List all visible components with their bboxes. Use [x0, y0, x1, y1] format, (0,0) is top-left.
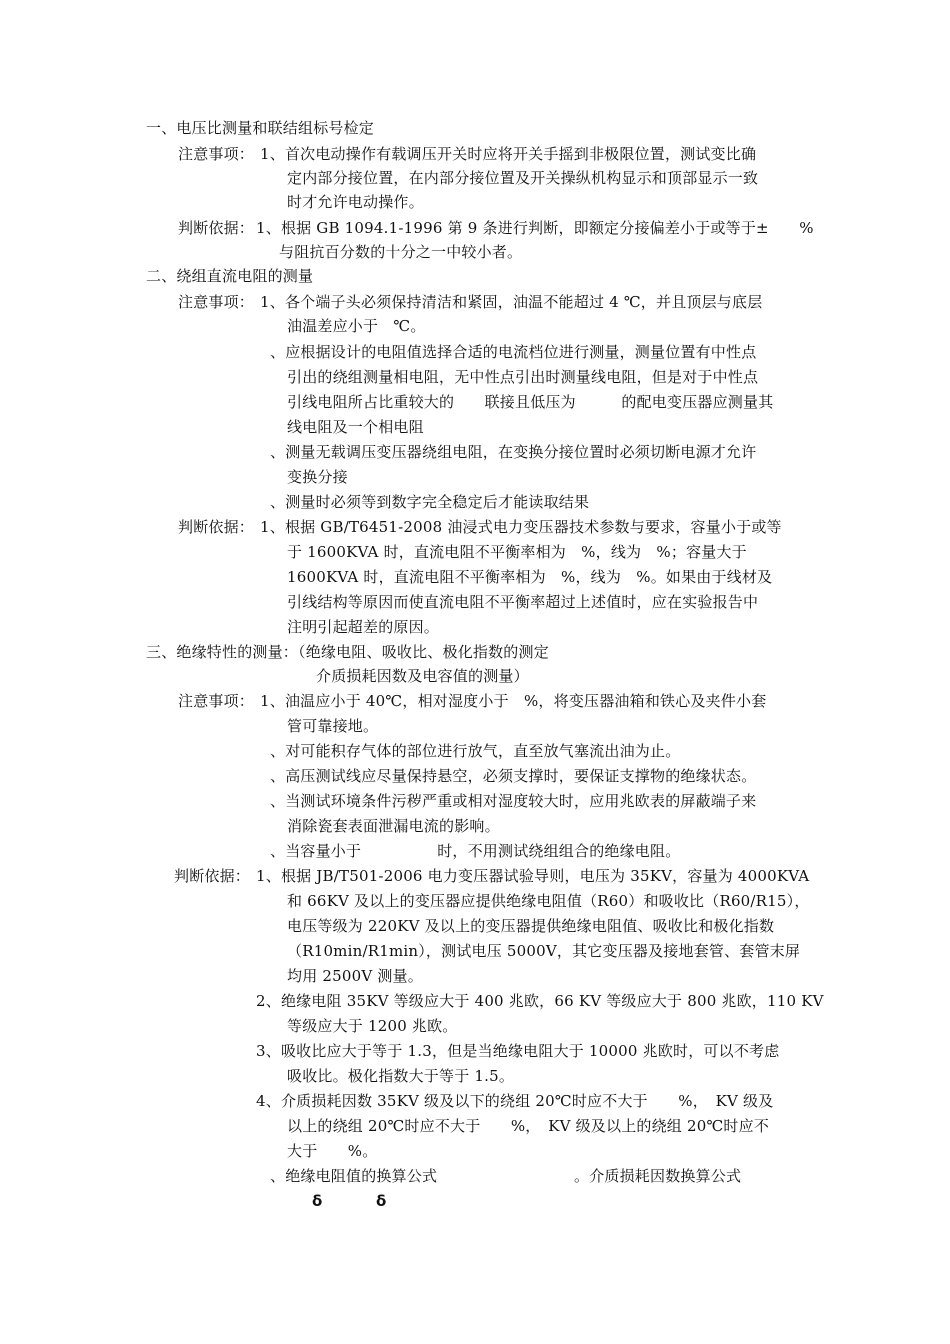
s3-note5-line1: 、当容量小于 时，不用测试绕组组合的绝缘电阻。 — [270, 842, 681, 860]
s3-judge5-line1: 、绝缘电阻值的换算公式 。介质损耗因数换算公式 — [270, 1167, 742, 1185]
delta-symbol-1: δ — [312, 1192, 323, 1210]
s2-note3-line1: 、测量无载调压变压器绕组电阻，在变换分接位置时必须切断电源才允许 — [270, 443, 757, 461]
s2-note3-line2: 变换分接 — [287, 468, 348, 486]
s3-judge1-line5: 均用 2500V 测量。 — [287, 967, 423, 985]
s3-judge2-line1: 2、绝缘电阻 35KV 等级应大于 400 兆欧，66 KV 等级应大于 800 兆欧，110 KV — [256, 992, 824, 1010]
s2-judge1-line4: 引线结构等原因而使直流电阻不平衡率超过上述值时，应在实验报告中 — [287, 593, 759, 611]
s1-judge1-line2: 与阻抗百分数的十分之一中较小者。 — [279, 243, 523, 261]
s2-note2-line2: 引出的绕组测量相电阻，无中性点引出时测量线电阻，但是对于中性点 — [287, 368, 759, 386]
s2-judge1-line2: 于 1600KVA 时，直流电阻不平衡率相为 %，线为 %；容量大于 — [287, 543, 747, 561]
s2-judge1-line1: 1、根据 GB/T6451-2008 油浸式电力变压器技术参数与要求，容量小于或等 — [260, 518, 782, 536]
s3-note1-line2: 管可靠接地。 — [287, 717, 379, 735]
section-3-title-line2: 介质损耗因数及电容值的测量） — [316, 667, 529, 685]
s2-note2-line3: 引线电阻所占比重较大的 联接且低压为 的配电变压器应测量其 — [287, 393, 774, 411]
s2-note1-line1: 1、各个端子头必须保持清洁和紧固，油温不能超过 4 ℃，并且顶层与底层 — [260, 293, 763, 311]
delta-symbol-2: δ — [376, 1192, 387, 1210]
s3-judge4-line2: 以上的绕组 20℃时应不大于 %， KV 级及以上的绕组 20℃时应不 — [287, 1117, 770, 1135]
s3-judge4-line3: 大于 %。 — [287, 1142, 378, 1160]
s2-note1-line2: 油温差应小于 ℃。 — [287, 317, 426, 335]
s3-judge-label: 判断依据： — [174, 867, 251, 885]
s1-note1-line1: 1、首次电动操作有载调压开关时应将开关手摇到非极限位置，测试变比确 — [260, 145, 757, 163]
s3-judge3-line2: 吸收比。极化指数大于等于 1.5。 — [287, 1067, 515, 1085]
s1-note1-line3: 时才允许电动操作。 — [287, 193, 424, 211]
s1-judge-label: 判断依据： — [178, 219, 255, 237]
s2-judge1-line5: 注明引起超差的原因。 — [287, 618, 440, 636]
s3-judge1-line4: （R10min/R1min），测试电压 5000V，其它变压器及接地套管、套管末屏 — [287, 942, 801, 960]
s2-note4-line1: 、测量时必须等到数字完全稳定后才能读取结果 — [270, 493, 590, 511]
section-1-title: 一、电压比测量和联结组标号检定 — [146, 119, 375, 137]
s3-judge1-line3: 电压等级为 220KV 及以上的变压器提供绝缘电阻值、吸收比和极化指数 — [287, 917, 775, 935]
s3-note4-line2: 消除瓷套表面泄漏电流的影响。 — [287, 817, 500, 835]
s3-note1-line1: 1、油温应小于 40℃，相对湿度小于 %，将变压器油箱和铁心及夹件小套 — [260, 692, 767, 710]
s3-note4-line1: 、当测试环境条件污秽严重或相对湿度较大时，应用兆欧表的屏蔽端子来 — [270, 792, 757, 810]
section-3-title: 三、绝缘特性的测量：（绝缘电阻、吸收比、极化指数的测定 — [146, 643, 549, 661]
s3-note3-line1: 、高压测试线应尽量保持悬空，必须支撑时，要保证支撑物的绝缘状态。 — [270, 767, 757, 785]
s1-note1-line2: 定内部分接位置，在内部分接位置及开关操纵机构显示和顶部显示一致 — [287, 169, 759, 187]
s3-judge1-line2: 和 66KV 及以上的变压器应提供绝缘电阻值（R60）和吸收比（R60/R15）， — [287, 892, 810, 910]
s3-judge2-line2: 等级应大于 1200 兆欧。 — [287, 1017, 458, 1035]
s1-note-label: 注意事项： — [178, 145, 255, 163]
s3-note-label: 注意事项： — [178, 692, 255, 710]
s2-note2-line4: 线电阻及一个相电阻 — [287, 418, 424, 436]
s1-judge1-line1: 1、根据 GB 1094.1-1996 第 9 条进行判断，即额定分接偏差小于或等于± % — [256, 219, 814, 237]
s3-judge1-line1: 1、根据 JB/T501-2006 电力变压器试验导则，电压为 35KV，容量为 4000KVA — [256, 867, 810, 885]
section-2-title: 二、绕组直流电阻的测量 — [146, 267, 314, 285]
s2-judge1-line3: 1600KVA 时，直流电阻不平衡率相为 %，线为 %。如果由于线材及 — [287, 568, 773, 586]
s2-note2-line1: 、应根据设计的电阻值选择合适的电流档位进行测量，测量位置有中性点 — [270, 343, 757, 361]
s2-judge-label: 判断依据： — [178, 518, 255, 536]
s2-note-label: 注意事项： — [178, 293, 255, 311]
s3-note2-line1: 、对可能积存气体的部位进行放气，直至放气塞流出油为止。 — [270, 742, 681, 760]
s3-judge4-line1: 4、介质损耗因数 35KV 级及以下的绕组 20℃时应不大于 %， KV 级及 — [256, 1092, 774, 1110]
s3-judge3-line1: 3、吸收比应大于等于 1.3，但是当绝缘电阻大于 10000 兆欧时，可以不考虑 — [256, 1042, 780, 1060]
